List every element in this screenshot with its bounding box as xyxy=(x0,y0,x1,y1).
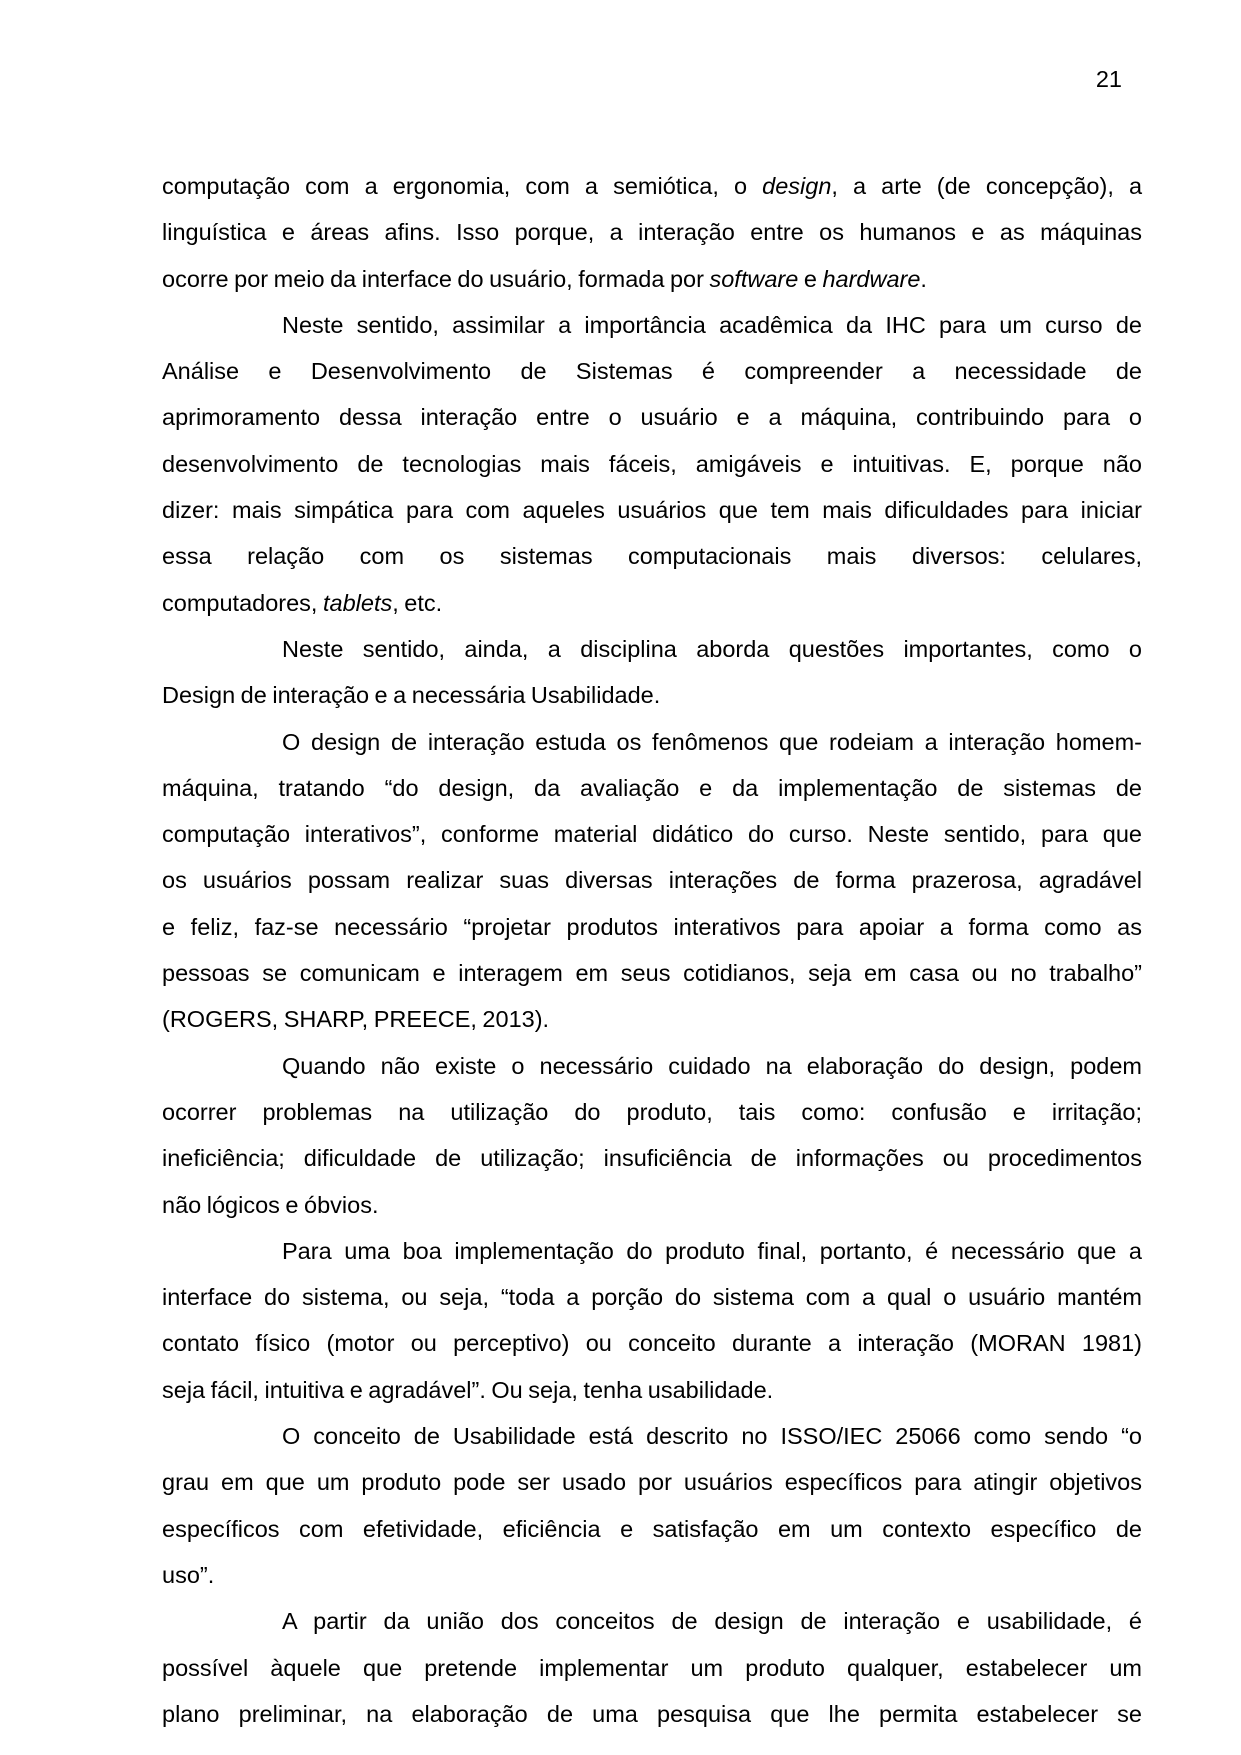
text-segment: A partir da união dos conceitos de design de interação e usabilidade, é xyxy=(282,1608,1142,1635)
text-segment: computadores, xyxy=(162,589,323,616)
paragraph xyxy=(162,626,1142,719)
text-segment: grau em que um produto pode ser usado por usuários específicos para atingir objetivos xyxy=(162,1469,1142,1496)
text-line xyxy=(162,348,1142,394)
italic-text-segment: hardware xyxy=(822,265,921,292)
text-segment: O design de interação estuda os fenômenos que rodeiam a interação homem- xyxy=(282,728,1142,755)
text-line xyxy=(162,256,1142,302)
paragraph xyxy=(162,302,1142,626)
text-line xyxy=(162,1182,1142,1228)
text-segment: e feliz, faz-se necessário “projetar produtos interativos para apoiar a forma como as xyxy=(162,913,1142,940)
text-line xyxy=(162,1367,1142,1413)
paragraph xyxy=(162,719,1142,1043)
text-line xyxy=(162,904,1142,950)
paragraph xyxy=(162,1228,1142,1413)
text-line xyxy=(162,950,1142,996)
text-line xyxy=(162,209,1142,255)
text-line xyxy=(162,1691,1142,1737)
text-line xyxy=(162,672,1142,718)
text-segment: linguística e áreas afins. Isso porque, a interação entre os humanos e as máquinas xyxy=(162,219,1142,246)
text-line xyxy=(162,580,1142,626)
text-line xyxy=(162,1089,1142,1135)
text-line xyxy=(162,394,1142,440)
text-line xyxy=(162,1506,1142,1552)
text-segment: desenvolvimento de tecnologias mais fáceis, amigáveis e intuitivas. E, porque não xyxy=(162,450,1142,477)
text-line xyxy=(162,811,1142,857)
text-segment: ineficiência; dificuldade de utilização; insuficiência de informações ou procedimentos xyxy=(162,1145,1142,1172)
text-segment: ocorrer problemas na utilização do produto, tais como: confusão e irritação; xyxy=(162,1098,1142,1125)
text-line xyxy=(162,1645,1142,1691)
text-segment: essa relação com os sistemas computacionais mais diversos: celulares, xyxy=(162,543,1142,570)
text-segment: computação com a ergonomia, com a semiótica, o xyxy=(162,173,763,199)
text-segment: aprimoramento dessa interação entre o usuário e a máquina, contribuindo para o xyxy=(162,404,1142,431)
text-segment: ocorre por meio da interface do usuário, formada por xyxy=(162,265,710,292)
text-line xyxy=(162,487,1142,533)
text-segment: Análise e Desenvolvimento de Sistemas é compreender a necessidade de xyxy=(162,358,1142,385)
italic-text-segment: design xyxy=(762,173,832,199)
text-segment: plano preliminar, na elaboração de uma pesquisa que lhe permita estabelecer se xyxy=(162,1700,1142,1727)
text-segment: , etc. xyxy=(392,589,443,616)
text-segment: interface do sistema, ou seja, “toda a porção do sistema com a qual o usuário mantém xyxy=(162,1284,1142,1311)
text-line xyxy=(162,1598,1142,1644)
text-segment: , a arte (de concepção), a xyxy=(831,173,1143,199)
text-segment: seja fácil, intuitiva e agradável”. Ou seja, tenha usabilidade. xyxy=(162,1376,774,1403)
text-segment: possível àquele que pretende implementar um produto qualquer, estabelecer um xyxy=(162,1654,1142,1681)
page-number: 21 xyxy=(1095,66,1122,92)
text-segment: Neste sentido, ainda, a disciplina aborda questões importantes, como o xyxy=(282,635,1142,662)
text-line xyxy=(162,1552,1142,1598)
text-line xyxy=(162,441,1142,487)
text-segment: específicos com efetividade, eficiência e satisfação em um contexto específico de xyxy=(162,1515,1142,1542)
text-segment: Neste sentido, assimilar a importância acadêmica da IHC para um curso de xyxy=(282,311,1142,338)
paragraph xyxy=(162,1413,1142,1598)
text-segment: contato físico (motor ou perceptivo) ou conceito durante a interação (MORAN 1981) xyxy=(162,1330,1142,1357)
text-segment: computação interativos”, conforme material didático do curso. Neste sentido, para que xyxy=(162,821,1142,848)
italic-text-segment: tablets xyxy=(322,589,393,616)
text-line xyxy=(162,302,1142,348)
text-segment: uso”. xyxy=(162,1561,215,1588)
text-line xyxy=(162,1413,1142,1459)
paragraph xyxy=(162,1043,1142,1228)
text-line xyxy=(162,857,1142,903)
text-line xyxy=(162,1274,1142,1320)
document-body xyxy=(162,163,1142,1737)
italic-text-segment: software xyxy=(709,265,799,292)
text-segment: pessoas se comunicam e interagem em seus cotidianos, seja em casa ou no trabalho” xyxy=(162,960,1142,987)
text-segment: dizer: mais simpática para com aqueles usuários que tem mais dificuldades para iniciar xyxy=(162,497,1142,524)
text-segment: O conceito de Usabilidade está descrito no ISSO/IEC 25066 como sendo “o xyxy=(282,1423,1142,1450)
text-line xyxy=(162,1043,1142,1089)
text-segment: os usuários possam realizar suas diversas interações de forma prazerosa, agradável xyxy=(162,867,1142,894)
text-line xyxy=(162,1135,1142,1181)
paragraph xyxy=(162,1598,1142,1737)
text-line xyxy=(162,1228,1142,1274)
text-segment: e xyxy=(798,265,823,292)
text-line xyxy=(162,626,1142,672)
text-segment: não lógicos e óbvios. xyxy=(162,1191,379,1218)
text-segment: Quando não existe o necessário cuidado na elaboração do design, podem xyxy=(282,1052,1142,1079)
text-line xyxy=(162,163,1142,209)
text-segment: (ROGERS, SHARP, PREECE, 2013). xyxy=(162,1006,550,1033)
text-segment: Para uma boa implementação do produto final, portanto, é necessário que a xyxy=(282,1237,1142,1264)
text-line xyxy=(162,1459,1142,1505)
text-segment: máquina, tratando “do design, da avaliação e da implementação de sistemas de xyxy=(162,774,1142,801)
text-line xyxy=(162,719,1142,765)
text-line xyxy=(162,765,1142,811)
text-segment: . xyxy=(920,265,927,292)
text-segment: Design de interação e a necessária Usabilidade. xyxy=(162,682,661,709)
text-line xyxy=(162,533,1142,579)
text-line xyxy=(162,996,1142,1042)
text-line xyxy=(162,1320,1142,1366)
paragraph xyxy=(162,163,1142,302)
